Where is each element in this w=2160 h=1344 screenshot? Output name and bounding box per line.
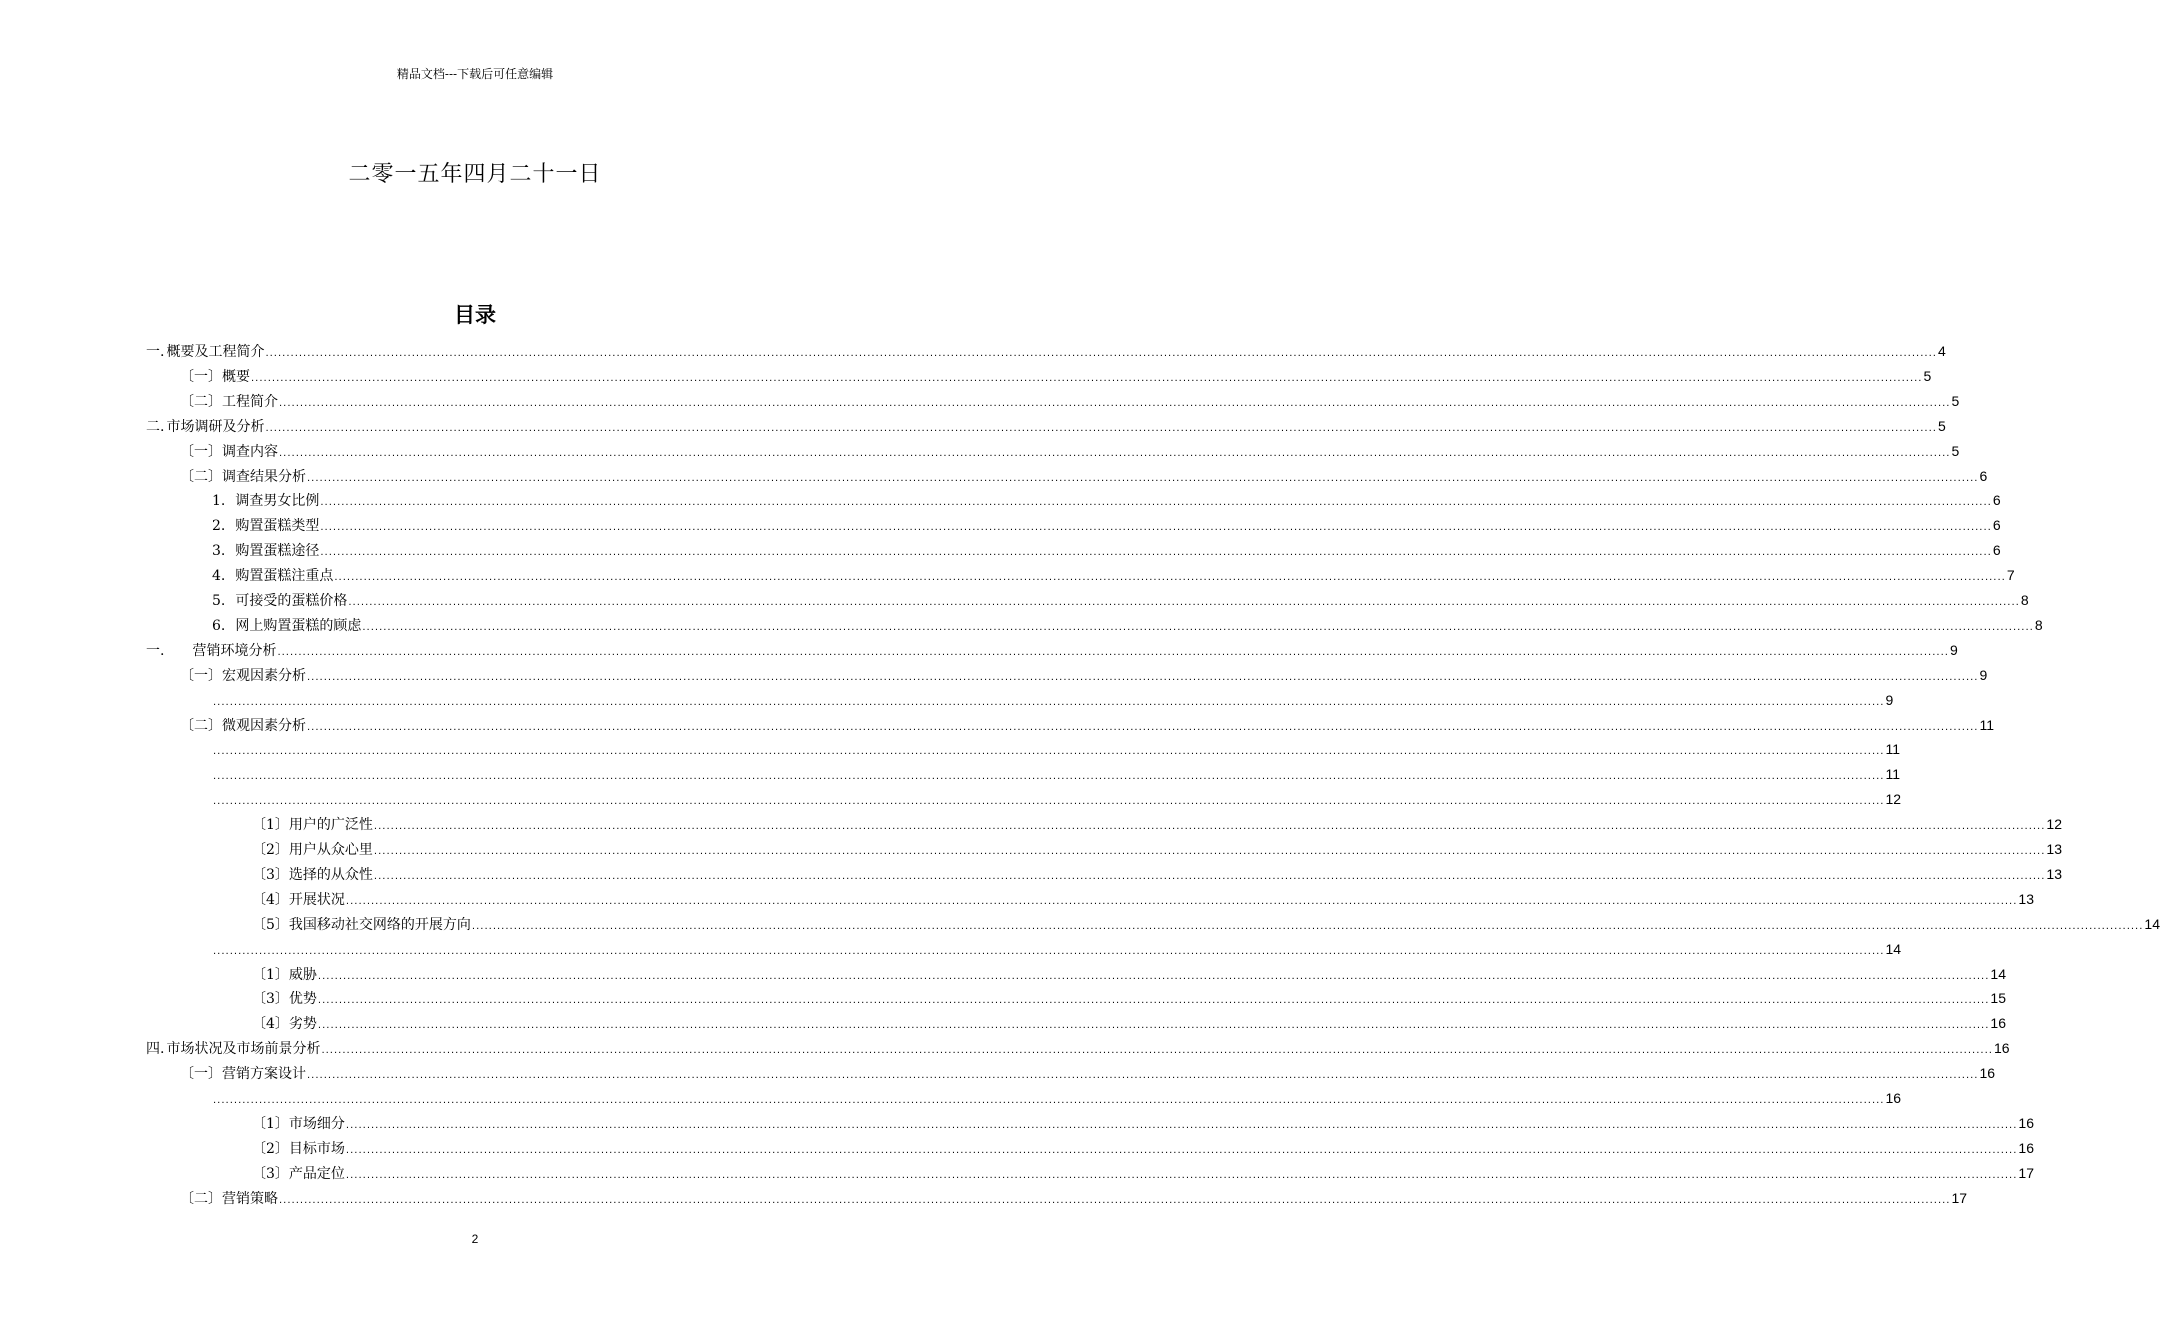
toc-leader-dots: ................................................................................................................................................................................................................................................................................................................................................................................................................ [321,1045,1993,1057]
toc-entry[interactable] [252,837,2062,862]
toc-entry[interactable] [252,962,2006,987]
toc-entry-number: 一. [146,344,165,360]
toc-entry[interactable] [146,414,1946,439]
toc-leader-dots: ................................................................................................................................................................................................................................................................................................................................................................................................................ [373,846,2046,857]
toc-entry-title: 〔二〕微观因素分析 [180,717,306,734]
toc-entry-page: 8 [2034,616,2043,633]
toc-entry-title: 购置蛋糕途径 [235,543,320,560]
toc-entry-title: 购置蛋糕类型 [235,518,320,535]
toc-entry-title: 〔二〕工程简介 [180,393,278,410]
toc-entry[interactable] [212,538,2001,563]
toc-entry[interactable] [212,787,1902,812]
toc-entry[interactable] [212,737,1901,762]
toc-leader-dots: ................................................................................................................................................................................................................................................................................................................................................................................................................ [345,1169,2018,1181]
toc-entry-title: 可接受的蛋糕价格 [235,593,348,609]
toc-leader-dots: ................................................................................................................................................................................................................................................................................................................................................................................................................ [213,796,1885,808]
toc-entry[interactable] [212,1086,1902,1111]
toc-entry[interactable] [252,912,2160,937]
toc-entry-title: 〔一〕概要 [180,368,250,385]
toc-leader-dots: ................................................................................................................................................................................................................................................................................................................................................................................................................ [334,572,2006,584]
toc-leader-dots: ................................................................................................................................................................................................................................................................................................................................................................................................................ [317,1020,1990,1032]
toc-leader-dots: ................................................................................................................................................................................................................................................................................................................................................................................................................ [345,1144,2018,1156]
toc-entry-page: 8 [2020,592,2029,608]
date-title: 二零一五年四月二十一日 [348,162,602,187]
toc-entry-number: 二. [146,418,165,435]
toc-leader-dots: ................................................................................................................................................................................................................................................................................................................................................................................................................ [307,472,1979,484]
toc-entry[interactable] [212,588,2029,613]
toc-entry[interactable] [252,862,2062,887]
toc-entry-title: 〔一〕宏观因素分析 [180,667,306,684]
toc-entry-page: 15 [1990,990,2006,1007]
toc-entry-page: 16 [1993,1040,2010,1057]
toc-entry-page: 17 [2018,1164,2034,1181]
toc-entry-page: 9 [1885,691,1894,708]
toc-leader-dots: ................................................................................................................................................................................................................................................................................................................................................................................................................ [265,422,1937,434]
toc-entry-page: 4 [1937,343,1946,359]
toc-entry-page: 13 [2018,890,2034,907]
header-note: 精品文档---下载后可任意编辑 [396,67,554,81]
toc-leader-dots: ................................................................................................................................................................................................................................................................................................................................................................................................................ [320,522,1992,534]
toc-leader-dots: ................................................................................................................................................................................................................................................................................................................................................................................................................ [307,1070,1979,1082]
toc-leader-dots: ................................................................................................................................................................................................................................................................................................................................................................................................................ [373,821,2046,833]
toc-entry-title: 〔1〕威胁 [252,966,317,983]
toc-entry-page: 6 [1992,542,2001,559]
toc-leader-dots: ................................................................................................................................................................................................................................................................................................................................................................................................................ [279,397,1951,409]
toc-entry-number: 四. [146,1041,165,1058]
toc-entry[interactable] [146,339,1946,364]
toc-entry-page: 16 [2018,1139,2034,1156]
toc-entry[interactable] [212,563,2015,588]
toc-leader-dots: ................................................................................................................................................................................................................................................................................................................................................................................................................ [251,372,1923,384]
toc-leader-dots: ................................................................................................................................................................................................................................................................................................................................................................................................................ [279,1194,1951,1206]
toc-leader-dots: ................................................................................................................................................................................................................................................................................................................................................................................................................ [213,746,1885,758]
toc-entry-page: 12 [2046,816,2062,833]
toc-leader-dots: ................................................................................................................................................................................................................................................................................................................................................................................................................ [362,621,2034,633]
toc-entry-title: 网上购置蛋糕的顾虑 [235,617,362,634]
toc-entry[interactable] [212,488,2001,513]
toc-entry-page: 9 [1949,641,1958,658]
toc-entry-page: 11 [1885,766,1901,783]
toc-entry[interactable] [180,1186,1968,1211]
toc-entry[interactable] [252,986,2006,1011]
toc-entry-title: 市场状况及市场前景分析 [166,1041,321,1058]
toc-entry[interactable] [146,638,1958,663]
toc-entry-page: 16 [1990,1015,2006,1032]
toc-leader-dots: ................................................................................................................................................................................................................................................................................................................................................................................................................ [345,895,2018,907]
toc-entry-title: 〔3〕选择的从众性 [252,866,373,883]
toc-entry-title: 〔3〕产品定位 [252,1165,345,1182]
toc-entry[interactable] [252,887,2034,912]
toc-entry-page: 5 [1951,442,1960,459]
toc-leader-dots: ................................................................................................................................................................................................................................................................................................................................................................................................................ [345,1119,2018,1131]
toc-entry-page: 5 [1951,392,1960,409]
toc-leader-dots: ................................................................................................................................................................................................................................................................................................................................................................................................................ [213,1095,1885,1106]
toc-leader-dots: ................................................................................................................................................................................................................................................................................................................................................................................................................ [320,497,1992,509]
toc-entry[interactable] [180,713,1995,738]
toc-entry-page: 14 [2144,915,2160,932]
toc-entry-page: 6 [1979,467,1988,484]
toc-entry-title: 〔二〕营销策略 [180,1190,278,1207]
toc-entry[interactable] [252,1161,2034,1186]
toc-entry-page: 13 [2046,841,2062,857]
toc-leader-dots: ................................................................................................................................................................................................................................................................................................................................................................................................................ [373,870,2046,882]
toc-entry-page: 14 [1885,940,1902,957]
toc-entry[interactable] [180,389,1960,414]
toc-entry-title: 营销环境分析 [192,642,277,659]
toc-entry[interactable] [252,1136,2034,1161]
toc-leader-dots: ................................................................................................................................................................................................................................................................................................................................................................................................................ [307,721,1979,733]
toc-leader-dots: ................................................................................................................................................................................................................................................................................................................................................................................................................ [320,547,1992,559]
toc-entry-page: 11 [1885,741,1901,758]
toc-entry[interactable] [212,688,1894,713]
toc-entry-page: 17 [1951,1189,1968,1206]
toc-entry-number: 一. [146,642,165,659]
toc-entry[interactable] [180,663,1988,688]
toc-entry-title: 调查男女比例 [235,493,320,510]
toc-leader-dots: ................................................................................................................................................................................................................................................................................................................................................................................................................ [279,447,1951,459]
toc-leader-dots: ................................................................................................................................................................................................................................................................................................................................................................................................................ [348,597,2020,608]
toc-entry-page: 16 [2018,1114,2034,1131]
toc-entry-title: 〔4〕开展状况 [252,891,345,908]
toc-entry-number: 5. [212,593,226,609]
toc-entry-title: 〔1〕市场细分 [252,1115,345,1132]
toc-heading: 目录 [454,302,496,327]
toc-entry-number: 6. [212,617,226,634]
toc-leader-dots: ................................................................................................................................................................................................................................................................................................................................................................................................................ [213,696,1885,708]
toc-entry-title: 购置蛋糕注重点 [235,568,334,585]
toc-entry-title: 〔5〕我国移动社交网络的开展方向 [252,916,471,933]
toc-entry[interactable] [212,513,2001,538]
toc-entry-page: 12 [1885,791,1902,808]
toc-entry-title: 概要及工程简介 [166,344,265,360]
page-number: 2 [471,1232,479,1246]
toc-entry-number: 2. [212,518,226,535]
toc-entry-title: 〔1〕用户的广泛性 [252,817,373,834]
toc-entry[interactable] [252,1011,2006,1036]
toc-entry-title: 〔2〕目标市场 [252,1140,345,1157]
toc-leader-dots: ................................................................................................................................................................................................................................................................................................................................................................................................................ [265,348,1937,359]
toc-entry-page: 16 [1885,1090,1902,1106]
toc-entry[interactable] [252,812,2062,837]
toc-entry-page: 6 [1992,517,2001,534]
toc-entry-page: 16 [1979,1065,1996,1082]
toc-entry-page: 11 [1979,716,1995,733]
toc-entry-page: 14 [1990,965,2006,982]
toc-entry-title: 〔4〕劣势 [252,1016,317,1033]
toc-entry-number: 1. [212,493,226,510]
toc-entry-page: 13 [2046,865,2062,882]
toc-entry-title: 〔2〕用户从众心里 [252,842,373,858]
toc-entry-title: 〔3〕优势 [252,991,317,1008]
toc-leader-dots: ................................................................................................................................................................................................................................................................................................................................................................................................................ [471,920,2144,932]
toc-entry-page: 5 [1937,417,1946,434]
toc-leader-dots: ................................................................................................................................................................................................................................................................................................................................................................................................................ [213,771,1885,783]
toc-entry[interactable] [180,439,1960,464]
toc-entry[interactable] [180,364,1932,389]
toc-entry-title: 市场调研及分析 [166,418,265,435]
toc-entry-page: 9 [1979,666,1988,683]
toc-entry[interactable] [212,613,2043,638]
toc-entry-page: 6 [1992,492,2001,509]
toc-entry[interactable] [252,1111,2034,1136]
toc-entry-title: 〔二〕调查结果分析 [180,468,306,485]
toc-leader-dots: ................................................................................................................................................................................................................................................................................................................................................................................................................ [317,995,1990,1007]
toc-leader-dots: ................................................................................................................................................................................................................................................................................................................................................................................................................ [213,945,1885,957]
toc-leader-dots: ................................................................................................................................................................................................................................................................................................................................................................................................................ [277,646,1949,658]
toc-entry-number: 3. [212,543,226,560]
toc-entry[interactable] [180,464,1988,489]
toc-entry-title: 〔一〕营销方案设计 [180,1066,306,1083]
toc-entry[interactable] [180,1061,1996,1086]
toc-leader-dots: ................................................................................................................................................................................................................................................................................................................................................................................................................ [317,970,1990,982]
toc-leader-dots: ................................................................................................................................................................................................................................................................................................................................................................................................................ [307,671,1979,683]
toc-entry-number: 4. [212,568,226,585]
toc-entry[interactable] [146,1036,2010,1061]
toc-entry[interactable] [212,937,1902,962]
toc-entry-title: 〔一〕调查内容 [180,443,278,460]
toc-entry-page: 7 [2006,567,2015,584]
toc-entry-page: 5 [1923,367,1932,384]
toc-entry[interactable] [212,762,1901,787]
